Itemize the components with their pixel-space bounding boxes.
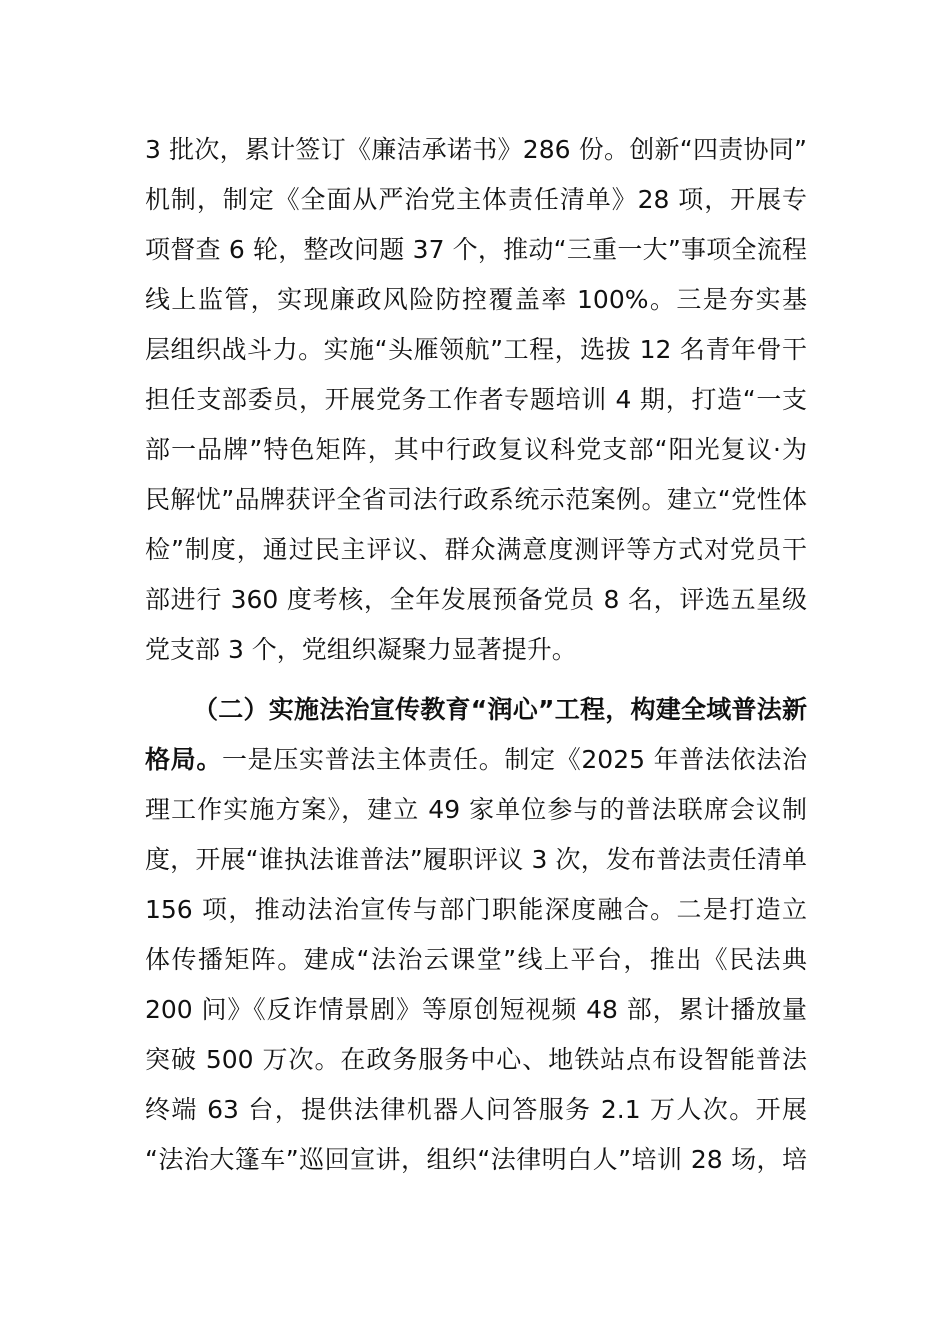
body-text-line: 度，开展“谁执法谁普法”履职评议 3 次，发布普法责任清单 bbox=[145, 845, 807, 874]
body-text-line: 3 批次，累计签订《廉洁承诺书》286 份。创新“四责协同” bbox=[145, 135, 807, 164]
body-text-line: 党支部 3 个，党组织凝聚力显著提升。 bbox=[145, 635, 577, 664]
body-text-line: 层组织战斗力。实施“头雁领航”工程，选拔 12 名青年骨干 bbox=[145, 335, 807, 364]
body-text-line: 机制，制定《全面从严治党主体责任清单》28 项，开展专 bbox=[145, 185, 807, 214]
body-text-line: 部一品牌”特色矩阵，其中行政复议科党支部“阳光复议·为 bbox=[145, 435, 807, 464]
body-text-line: “法治大篷车”巡回宣讲，组织“法律明白人”培训 28 场，培 bbox=[145, 1145, 807, 1174]
body-text-line: 终端 63 台，提供法律机器人问答服务 2.1 万人次。开展 bbox=[145, 1095, 807, 1124]
body-text-line bbox=[145, 735, 807, 785]
body-text-line: 突破 500 万次。在政务服务中心、地铁站点布设智能普法 bbox=[145, 1045, 807, 1074]
body-text-line: 理工作实施方案》，建立 49 家单位参与的普法联席会议制 bbox=[145, 795, 807, 824]
body-text-line: 检”制度，通过民主评议、群众满意度测评等方式对党员干 bbox=[145, 535, 807, 564]
body-text-line: 项督查 6 轮，整改问题 37 个，推动“三重一大”事项全流程 bbox=[145, 235, 807, 264]
body-text-line: 线上监管，实现廉政风险防控覆盖率 100%。三是夯实基 bbox=[145, 285, 807, 314]
body-text-line: 担任支部委员，开展党务工作者专题培训 4 期，打造“一支 bbox=[145, 385, 807, 414]
section-heading: （二）实施法治宣传教育“润心”工程，构建全域普法新 bbox=[193, 695, 807, 724]
body-text-line: 200 问》《反诈情景剧》等原创短视频 48 部，累计播放量 bbox=[145, 995, 807, 1024]
body-text-line: 民解忧”品牌获评全省司法行政系统示范案例。建立“党性体 bbox=[145, 485, 807, 514]
body-text-line: 体传播矩阵。建成“法治云课堂”线上平台，推出《民法典 bbox=[145, 945, 807, 974]
body-text-span: 一是压实普法主体责任。制定《2025 年普法依法治 bbox=[222, 745, 807, 774]
body-text-line: 部进行 360 度考核，全年发展预备党员 8 名，评选五星级 bbox=[145, 585, 807, 614]
body-text-line: 156 项，推动法治宣传与部门职能深度融合。二是打造立 bbox=[145, 895, 807, 924]
section-heading-end: 格局。 bbox=[145, 745, 223, 774]
